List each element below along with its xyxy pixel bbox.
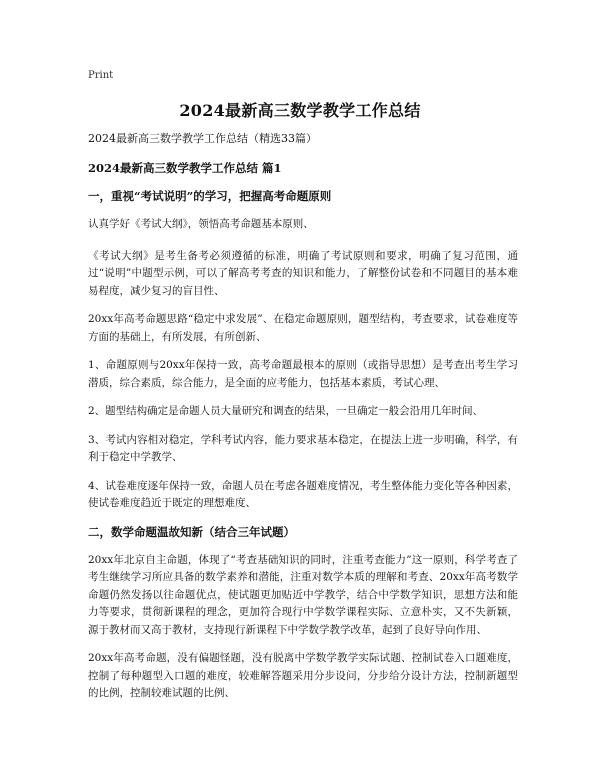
paragraph: 20xx年北京自主命题，体现了“考查基础知识的同时，注重考查能力”这一原则，科学考查了考生继续学习所应具备的数学素养和潜能，注重对数学本质的理解和考查、20xx年高考数学命题仍然发扬以往命题优点，使试题更加贴近中学教学，结合中学数学知识，思想方法和能力等要求，贯彻新课程的理念，更加符合现行中学数学课程实际、立意朴实，又不失新颖，源于教材而又高于教材，支持现行新课程下中学数学教学改革，起到了良好导向作用、 <box>88 553 518 636</box>
paragraph: 3、考试内容相对稳定，学科考试内容，能力要求基本稳定，在提法上进一步明确，科学，有利于稳定中学教学、 <box>88 433 518 463</box>
section-heading-2: 二，数学命题温故知新（结合三年试题） <box>88 524 295 539</box>
paragraph: 1、命题原则与20xx年保持一致，高考命题最根本的原则（或指导思想）是考查出考生学习潜质，综合素质，综合能力，是全面的应考能力，包括基本素质，考试心理、 <box>88 359 518 389</box>
paragraph: 20xx年高考命题，没有偏题怪题，没有脱离中学数学教学实际试题、控制试卷入口题难度，控制了每种题型入口题的难度，较难解答题采用分步设问，分步给分设计方法，控制新题型的比例，控制较难试题的比例、 <box>88 652 518 699</box>
document-subtitle: 2024最新高三数学教学工作总结（精选33篇） <box>88 132 317 145</box>
paragraph: 《考试大纲》是考生备考必须遵循的标准，明确了考试原则和要求，明确了复习范围，通过“说明”中题型示例，可以了解高考考查的知识和能力，了解整份试卷和不同题目的基本难易程度，减少复习的盲目性、 <box>88 249 518 297</box>
document-body <box>88 131 518 714</box>
section-heading-1: 一，重视“考试说明”的学习，把握高考命题原则 <box>88 189 332 203</box>
paragraph: 20xx年高考命题思路“稳定中求发展”、在稳定命题原则，题型结构，考查要求，试卷难度等方面的基础上，有所发展，有所创新、 <box>88 313 518 343</box>
paragraph: 认真学好《考试大纲》，领悟高考命题基本原则、 <box>88 218 314 230</box>
article-heading: 2024最新高三数学教学工作总结 篇1 <box>88 161 282 175</box>
paragraph: 2、题型结构确定是命题人员大量研究和调查的结果，一旦确定一般会沿用几年时间、 <box>88 405 484 417</box>
document-title: 2024最新高三数学教学工作总结 <box>179 101 421 120</box>
paragraph: 4、试卷难度逐年保持一致，命题人员在考虑各题难度情况，考生整体能力变化等各种因素，使试卷难度趋近于既定的理想难度、 <box>88 479 518 509</box>
print-label: Print <box>88 70 114 81</box>
